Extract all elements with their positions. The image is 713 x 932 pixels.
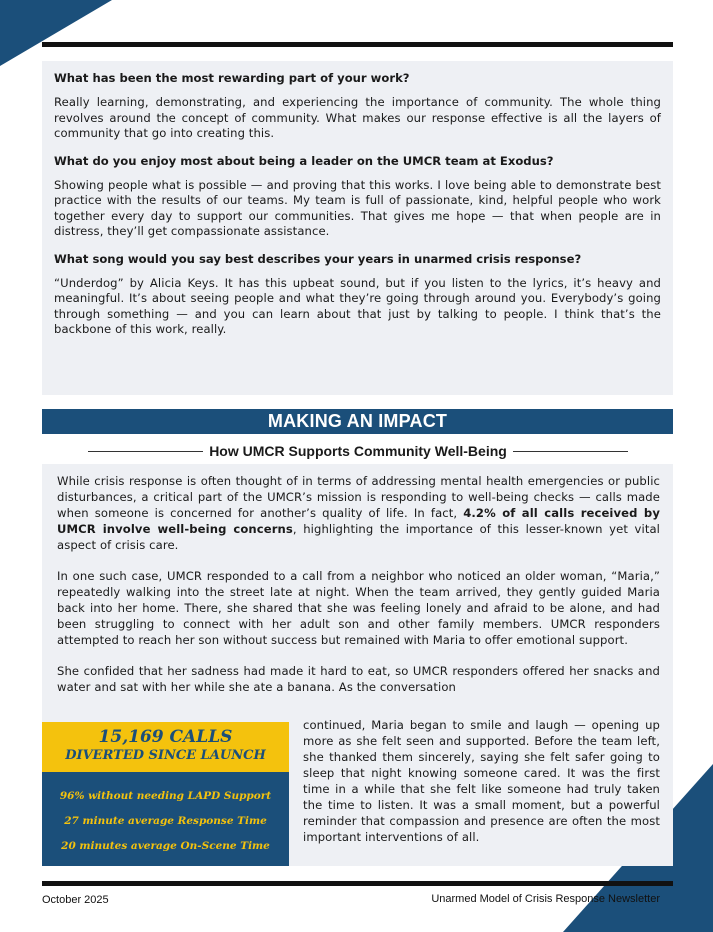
interview-answer: Really learning, demonstrating, and experiencing the importance of community. The whole thing revolves around the concept of community. What makes our response effective is all the layers of community that go into creating this. — [54, 95, 661, 140]
story-paragraph-continued: continued, Maria began to smile and laugh — opening up more as she felt seen and supported. Before the team left, she thanked them sincerely, saying she felt safer going to sleep that night knowing someone cared. It was the first time in a while that she felt like someone had truly taken the time to listen. It was a small moment, but a powerful reminder that compassion and presence are often the most important interventions of all. — [303, 718, 660, 844]
stat-item: 96% without needing LAPD Support — [59, 790, 272, 802]
corner-triangle-top-left — [0, 0, 112, 66]
stats-subheadline: DIVERTED SINCE LAUNCH — [65, 748, 266, 763]
stats-headline: 15,169 CALLS — [98, 727, 233, 747]
story-paragraph: She confided that her sadness had made it hard to eat, so UMCR responders offered her snacks and water and sat with her while she ate a banana. As the conversation — [57, 664, 660, 694]
stat-item: 20 minutes average On-Scene Time — [61, 840, 270, 852]
highlight-statistic: 4.2% of all calls received by UMCR involve well-being concerns — [57, 506, 660, 536]
stats-list — [42, 772, 289, 866]
stat-item: 27 minute average Response Time — [64, 815, 267, 827]
footer-newsletter-title: Unarmed Model of Crisis Response Newsletter — [431, 893, 660, 905]
interview-question: What has been the most rewarding part of your work? — [54, 71, 410, 85]
story-paragraph: In one such case, UMCR responded to a call from a neighbor who noticed an older woman, “Maria,” repeatedly walking into the street late at night. When the team arrived, they gently guided Maria back into her home. There, she shared that she was feeling lonely and afraid to be alone, and had been struggling to connect with her adult son and other family members. UMCR responders attempted to reach her son without success but remained with Maria to offer emotional support. — [57, 569, 660, 647]
interview-question: What song would you say best describes your years in unarmed crisis response? — [54, 251, 582, 266]
interview-section — [42, 61, 673, 395]
bottom-divider — [42, 881, 673, 886]
interview-answer: Showing people what is possible — and proving that this works. I love being able to demonstrate best practice with the results of our teams. My team is full of passionate, kind, helpful people who work together every day to support our communities. That gives me hope — that when people are in distress, they’ll get compassionate assistance. — [54, 177, 661, 238]
section-title-bar: MAKING AN IMPACT — [42, 409, 673, 434]
subtitle-rule-left — [88, 451, 203, 452]
interview-answer: “Underdog” by Alicia Keys. It has this upbeat sound, but if you listen to the lyrics, it’s heavy and meaningful. It’s about seeing people and what they’re going through around you. Everybody’s going through something — and you can learn about that just by talking to people. I think that’s the backbone of this work, really. — [54, 275, 661, 336]
footer-date: October 2025 — [42, 894, 109, 906]
stats-callout — [42, 722, 289, 866]
stats-header — [42, 722, 289, 772]
subtitle-text: How UMCR Supports Community Well-Being — [209, 443, 507, 459]
section-subtitle — [88, 441, 628, 461]
subtitle-rule-right — [513, 451, 628, 452]
interview-question: What do you enjoy most about being a leader on the UMCR team at Exodus? — [54, 153, 554, 168]
story-paragraph: While crisis response is often thought of in terms of addressing mental health emergencies or public disturbances, a critical part of the UMCR’s mission is responding to well-being checks — calls made when someone is concerned for another’s quality of life. In fact, 4.2% of all calls received by UMCR involve well-being concerns, highlighting the importance of this lesser-known yet vital aspect of crisis care. — [57, 474, 660, 552]
top-divider — [42, 42, 673, 47]
